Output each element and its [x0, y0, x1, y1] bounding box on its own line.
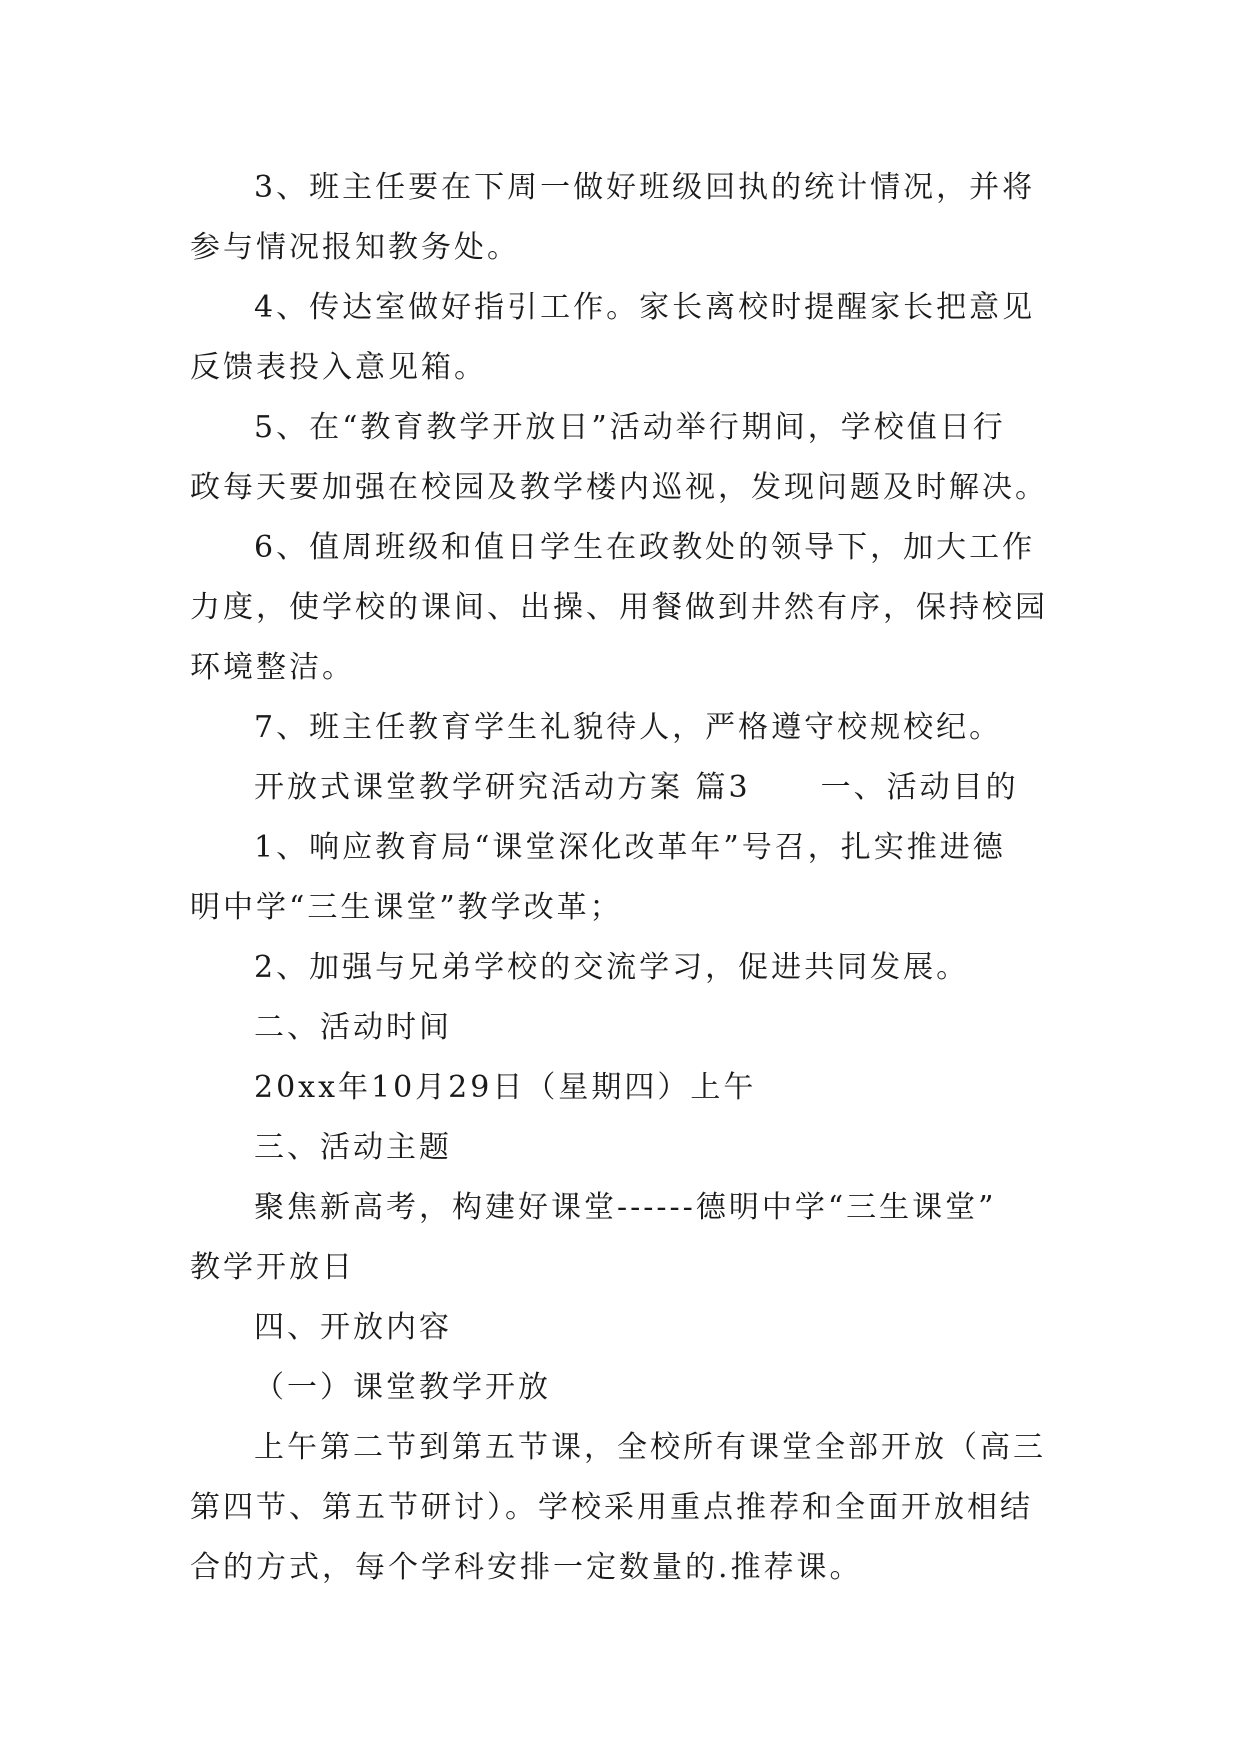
section-heading-line [190, 758, 1050, 818]
article-title: 开放式课堂教学研究活动方案 篇3 [254, 770, 751, 805]
paragraph-line: 4、传达室做好指引工作。家长离校时提醒家长把意见 [254, 290, 1036, 325]
paragraph-line: 教学开放日 [190, 1250, 355, 1285]
paragraph-line: 政每天要加强在校园及教学楼内巡视，发现问题及时解决。 [190, 470, 1048, 505]
paragraph-line: 7、班主任教育学生礼貌待人，严格遵守校规校纪。 [254, 710, 1003, 745]
section-heading: 一、活动目的 [820, 770, 1019, 805]
paragraph-line: 6、值周班级和值日学生在政教处的领导下，加大工作 [254, 530, 1036, 565]
section-heading: 三、活动主题 [254, 1130, 452, 1165]
paragraph-line: 环境整洁。 [190, 650, 355, 685]
section-heading: 四、开放内容 [254, 1310, 452, 1345]
paragraph-line: 1、响应教育局“课堂深化改革年”号召，扎实推进德 [254, 830, 1006, 865]
paragraph-line: 5、在“教育教学开放日”活动举行期间，学校值日行 [254, 410, 1006, 445]
paragraph-line: 3、班主任要在下周一做好班级回执的统计情况，并将 [254, 170, 1036, 205]
document-body [190, 158, 1050, 1598]
paragraph-line: 反馈表投入意见箱。 [190, 350, 487, 385]
paragraph-line: 合的方式，每个学科安排一定数量的.推荐课。 [190, 1550, 863, 1585]
paragraph-line: 20xx年10月29日（星期四）上午 [254, 1070, 757, 1105]
paragraph-line: 2、加强与兄弟学校的交流学习，促进共同发展。 [254, 950, 970, 985]
paragraph-line: 力度，使学校的课间、出操、用餐做到井然有序，保持校园 [190, 590, 1048, 625]
paragraph-line: 明中学“三生课堂”教学改革； [190, 890, 623, 925]
subsection-heading: （一）课堂教学开放 [254, 1370, 551, 1405]
paragraph-line: 第四节、第五节研讨）。学校采用重点推荐和全面开放相结 [190, 1490, 1033, 1525]
section-heading: 二、活动时间 [254, 1010, 452, 1045]
paragraph-line: 聚焦新高考，构建好课堂------德明中学“三生课堂” [254, 1190, 997, 1225]
paragraph-line: 参与情况报知教务处。 [190, 230, 520, 265]
paragraph-line: 上午第二节到第五节课，全校所有课堂全部开放（高三 [254, 1430, 1046, 1465]
